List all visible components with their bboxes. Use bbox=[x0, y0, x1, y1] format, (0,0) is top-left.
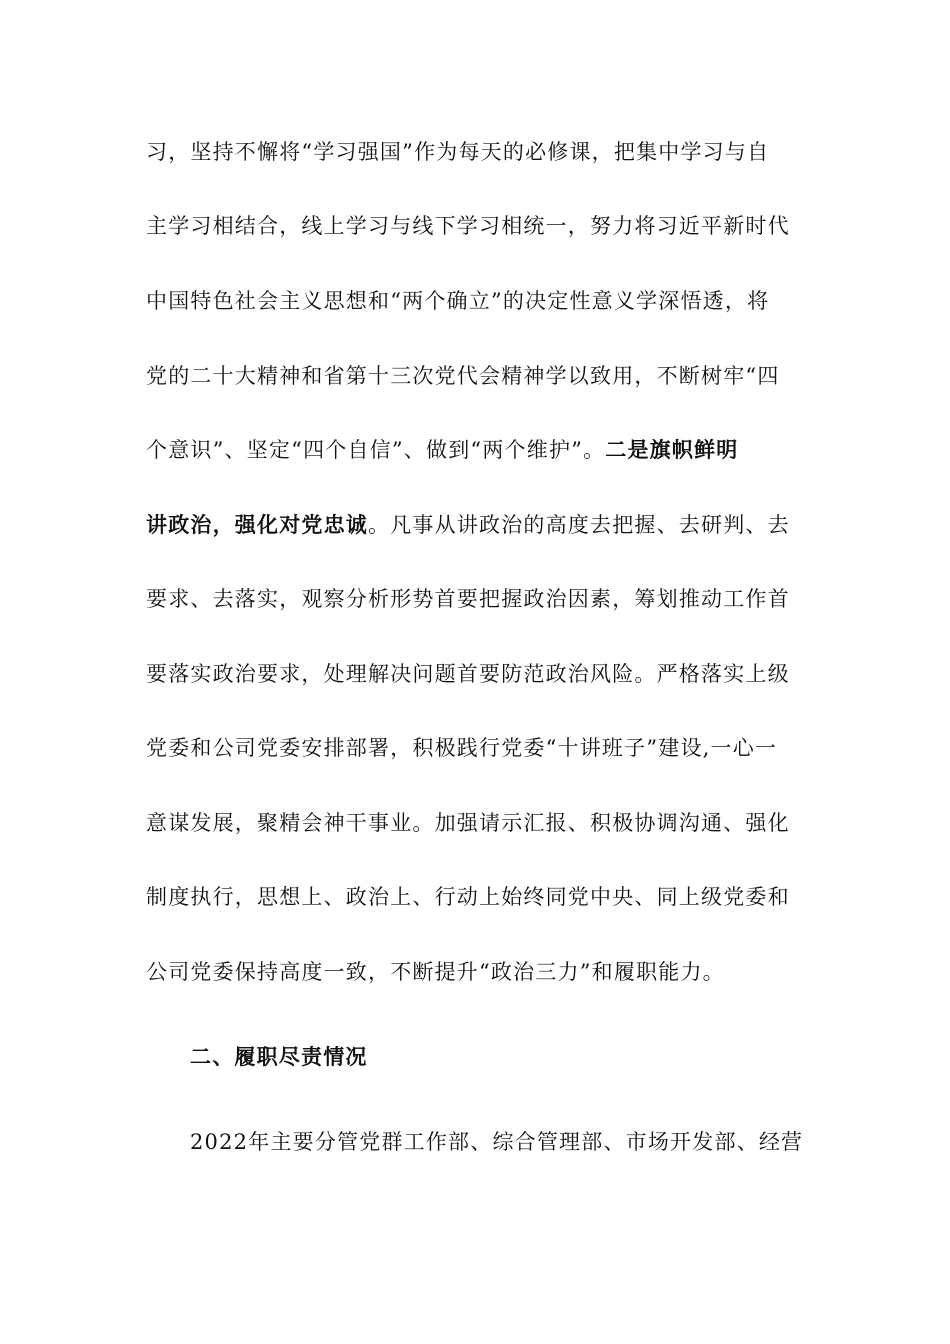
line-6-text: 。凡事从讲政治的高度去把握、去研判、去 bbox=[368, 513, 790, 537]
paragraph-line-9: 党委和公司党委安排部署，积极践行党委“十讲班子”建设,一心一 bbox=[146, 736, 778, 760]
line-5-text: 个意识”、坚定“四个自信”、做到“两个维护”。 bbox=[146, 438, 606, 462]
paragraph-line-8: 要落实政治要求，处理解决问题首要防范政治风险。严格落实上级 bbox=[146, 662, 790, 686]
paragraph-line-5 bbox=[146, 435, 806, 465]
paragraph-line-4: 党的二十大精神和省第十三次党代会精神学以致用，不断树牢“四 bbox=[146, 364, 780, 388]
paragraph-line-13: 2022年主要分管党群工作部、综合管理部、市场开发部、经营 bbox=[190, 1130, 804, 1154]
paragraph-line-11: 制度执行，思想上、政治上、行动上始终同党中央、同上级党委和 bbox=[146, 885, 790, 909]
paragraph-line-2: 主学习相结合，线上学习与线下学习相统一，努力将习近平新时代 bbox=[146, 214, 790, 238]
paragraph-line-3: 中国特色社会主义思想和“两个确立”的决定性意义学深悟透，将 bbox=[146, 289, 770, 313]
paragraph-line-1: 习，坚持不懈将“学习强国”作为每天的必修课，把集中学习与自 bbox=[146, 140, 770, 164]
paragraph-line-7: 要求、去落实，观察分析形势首要把握政治因素，筹划推动工作首 bbox=[146, 587, 790, 611]
paragraph-line-6 bbox=[146, 510, 806, 540]
line-5-bold-text: 二是旗帜鲜明 bbox=[605, 437, 739, 462]
paragraph-line-10: 意谋发展，聚精会神干事业。加强请示汇报、积极协调沟通、强化 bbox=[146, 811, 790, 835]
paragraph-line-12: 公司党委保持高度一致，不断提升“政治三力”和履职能力。 bbox=[146, 960, 725, 984]
line-6-bold-text: 讲政治，强化对党忠诚 bbox=[146, 512, 368, 537]
section-heading: 二、履职尽责情况 bbox=[190, 1044, 368, 1069]
